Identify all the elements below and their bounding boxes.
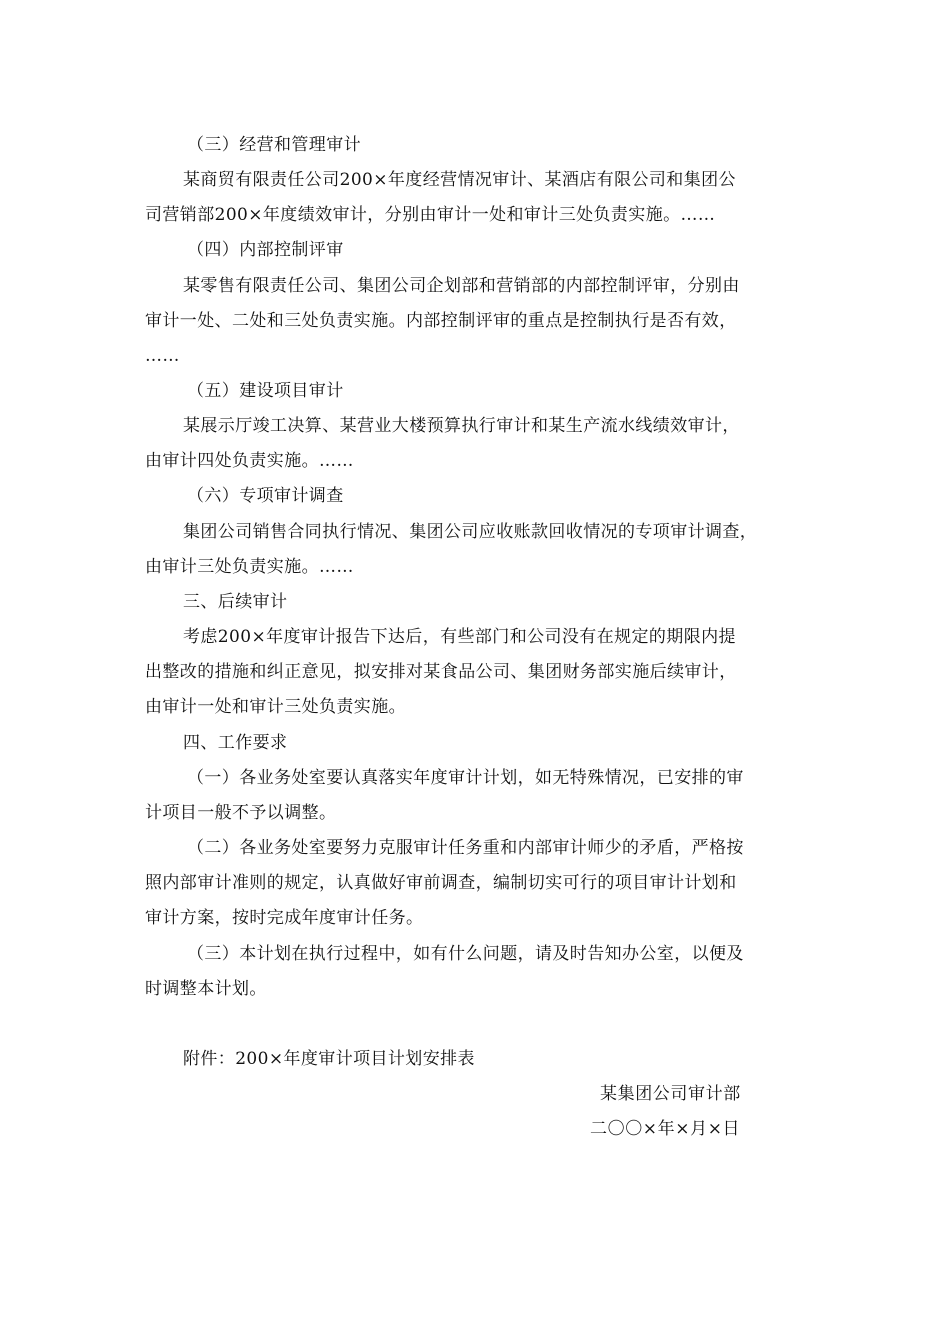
section-heading-operations-audit: （三）经营和管理审计 [187, 135, 361, 155]
attachment-note: 附件：200×年度审计项目计划安排表 [183, 1049, 475, 1069]
paragraph-line: 由审计三处负责实施。…… [145, 557, 354, 577]
paragraph-line: 某展示厅竣工决算、某营业大楼预算执行审计和某生产流水线绩效审计， [183, 416, 740, 436]
section-heading-internal-control: （四）内部控制评审 [187, 240, 344, 260]
paragraph-line: 审计方案，按时完成年度审计任务。 [145, 908, 424, 928]
paragraph-line: 由审计一处和审计三处负责实施。 [145, 697, 406, 717]
paragraph-line: 某零售有限责任公司、集团公司企划部和营销部的内部控制评审，分别由 [183, 276, 740, 296]
section-heading-special-investigation: （六）专项审计调查 [187, 486, 344, 506]
paragraph-line: 某商贸有限责任公司200×年度经营情况审计、某酒店有限公司和集团公 [183, 170, 736, 190]
section-heading-work-requirements: 四、工作要求 [183, 733, 288, 753]
section-heading-follow-up-audit: 三、后续审计 [183, 592, 288, 612]
paragraph-line: 司营销部200×年度绩效审计，分别由审计一处和审计三处负责实施。…… [145, 205, 716, 225]
paragraph-line: （一）各业务处室要认真落实年度审计计划，如无特殊情况，已安排的审 [187, 768, 744, 788]
paragraph-line: 由审计四处负责实施。…… [145, 451, 354, 471]
paragraph-line: 出整改的措施和纠正意见，拟安排对某食品公司、集团财务部实施后续审计， [145, 662, 737, 682]
paragraph-line: （三）本计划在执行过程中，如有什么问题，请及时告知办公室，以便及 [187, 944, 744, 964]
paragraph-line: （二）各业务处室要努力克服审计任务重和内部审计师少的矛盾，严格按 [187, 838, 744, 858]
paragraph-line: 考虑200×年度审计报告下达后，有些部门和公司没有在规定的期限内提 [183, 627, 736, 647]
paragraph-line: …… [145, 346, 180, 366]
paragraph-line: 集团公司销售合同执行情况、集团公司应收账款回收情况的专项审计调查， [183, 522, 758, 542]
paragraph-line: 审计一处、二处和三处负责实施。内部控制评审的重点是控制执行是否有效， [145, 311, 737, 331]
signature-date: 二〇〇×年×月×日 [590, 1119, 741, 1139]
section-heading-construction-audit: （五）建设项目审计 [187, 381, 344, 401]
paragraph-line: 计项目一般不予以调整。 [145, 803, 337, 823]
paragraph-line: 照内部审计准则的规定，认真做好审前调查，编制切实可行的项目审计计划和 [145, 873, 737, 893]
paragraph-line: 时调整本计划。 [145, 979, 267, 999]
signature-department: 某集团公司审计部 [600, 1084, 741, 1104]
